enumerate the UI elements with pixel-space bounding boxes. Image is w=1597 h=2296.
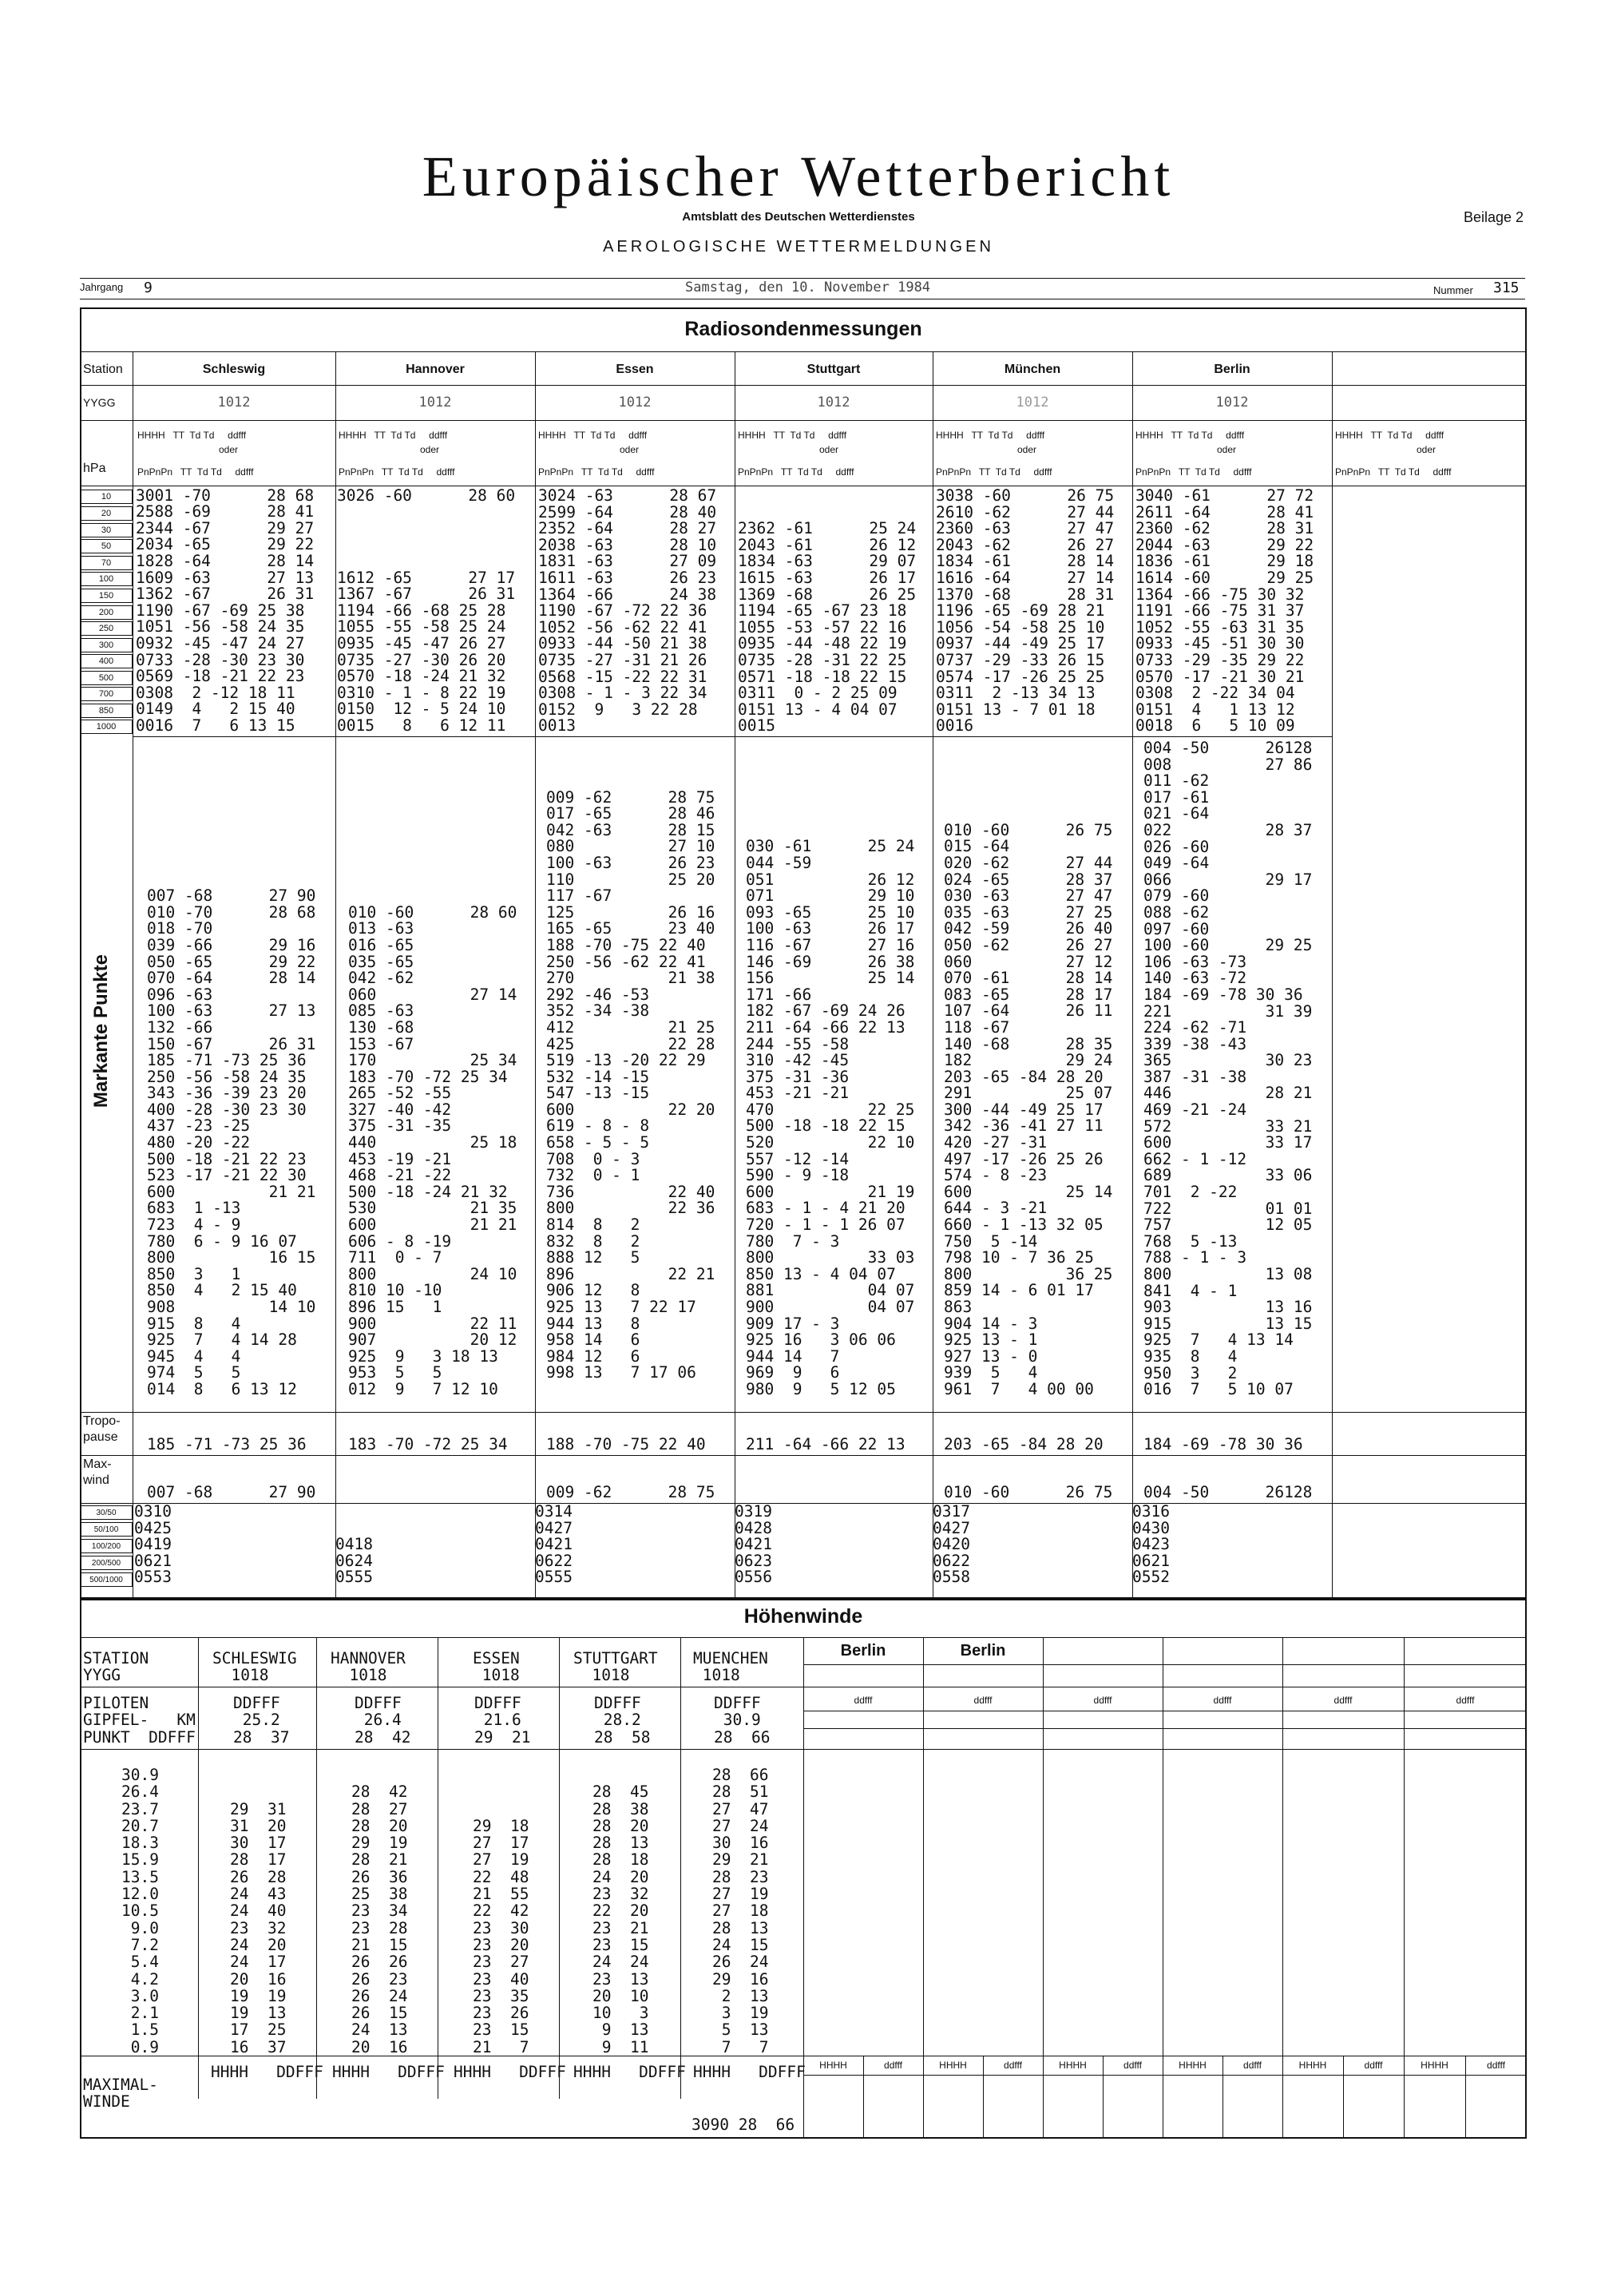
station-label: Station	[83, 363, 123, 376]
main-hannover: 1194 -66 -68 25 28	[337, 601, 506, 620]
hw-piloten-stuttgart: DDFFF 28.2 28 58	[594, 1694, 651, 1747]
main-schleswig: 3001 -70 28 68	[136, 486, 315, 505]
main-schleswig: 1609 -63 27 13	[136, 569, 315, 587]
mark-essen: 009 -62 28 75 017 -65 28 46 042 -63 28 15 080 27 10 100 -63 26 23 110 25 20 117 -67 125 26 16 165 -65 23 40 188 -70 -75 22 40 250 -56 -62 22 41 270 21 38 292 -46 -53 352 -34 -38 412 21 25 425 22 28 519 -13 -20 22 29 532 -14 -15 547 -13 -15 600 22 20 619 - 8 - 8 658 - 5 - 5 708 0 - 3 732 0 - 1 736 22 40 800 22 36 814 8 2 832 8 2 888 12 5 896 22 21 906 12 8 925 13 7 22 17 944 13 8 958 14 6 984 12 6 998 13 7 17 06	[546, 787, 715, 1382]
hw-piloten-schleswig: DDFFF 25.2 28 37	[233, 1694, 290, 1747]
rule	[198, 1637, 199, 2099]
hw-ddfff-label: ddfff	[973, 1695, 993, 1706]
rule	[1343, 2056, 1344, 2139]
hw-station-hannover: HANNOVER 1018	[331, 1649, 406, 1685]
tropopause-label: Tropo- pause	[83, 1414, 121, 1444]
rule	[559, 1637, 560, 2099]
markante-punkte-label	[89, 954, 113, 1113]
hw-max-head-muenchen: HHHH DDFFF	[693, 2063, 806, 2081]
hw-col-stuttgart: 28 45 28 38 28 20 28 13 28 18 24 20 23 32 22 20 23 21 23 15 24 24 23 13 20 10 10 3 9 13 9 11	[592, 1782, 649, 2056]
hw-km-levels: 30.9 26.4 23.7 20.7 18.3 15.9 13.5 12.0 10.5 9.0 7.2 5.4 4.2 3.0 2.1 1.5 0.9	[121, 1766, 159, 2056]
colhead-oder-6: oder	[1217, 444, 1237, 455]
main-hannover: 0150 12 - 5 24 10	[337, 700, 506, 718]
main-berlin: 3040 -61 27 72 2611 -64 28 41 2360 -62 28 31 2044 -63 29 22 1836 -61 29 18 1614 -60 29 25 1364 -66 -75 30 32 1191 -66 -75 31 37 1052 -55 -63 31 35 0933 -45 -51 30 30 0733 -29 -35 29 22 0570 -17 -21 30 21 0308 2 -22 34 04 0151 4 1 13 12 0018 6 5 10 09	[1135, 486, 1314, 736]
rule	[1132, 351, 1133, 1597]
tropo-muenchen: 203 -65 -84 28 20	[944, 1435, 1104, 1453]
nummer-value: 315	[1493, 280, 1520, 296]
hpa-level: 150	[80, 589, 133, 603]
colhead-top-6: HHHH TT Td Td ddfff	[1135, 430, 1245, 441]
main-schleswig: 1190 -67 -69 25 38	[136, 601, 305, 620]
mark-stuttgart: 030 -61 25 24 044 -59 051 26 12 071 29 10 093 -65 25 10 100 -63 26 17 116 -67 27 16 146 -69 26 38 156 25 14 171 -66 182 -67 -69 24 26 211 -64 -66 22 13 244 -55 -58 310 -42 -45 375 -31 -36 453 -21 -21 470 22 25 500 -18 -18 22 15 520 22 10 557 -12 -14 590 - 9 -18 600 21 19 683 - 1 - 4 21 20 720 - 1 - 1 26 07 780 7 - 3 800 33 03 850 13 - 4 04 07 881 04 07 900 04 07 909 17 - 3 925 16 3 06 06 944 14 7 969 9 6 980 9 5 12 05	[746, 837, 915, 1398]
thickness-schleswig: 0310 0425 0419 0621 0553	[134, 1502, 172, 1587]
hw-ddfff-label: ddfff	[1213, 1695, 1232, 1706]
yygg-berlin: 1012	[1215, 395, 1249, 410]
yygg-stuttgart: 1012	[817, 395, 850, 410]
hw-station-stuttgart: STUTTGART 1018	[573, 1649, 658, 1685]
rule	[803, 1664, 1527, 1665]
thickness-essen: 0314 0427 0421 0622 0555	[535, 1502, 573, 1587]
hw-max-hhhh: HHHH	[1298, 2060, 1327, 2071]
main-schleswig: 1362 -67 26 31	[136, 585, 315, 603]
hpa-level: 1000	[80, 720, 133, 734]
colhead-top-1: HHHH TT Td Td ddfff	[137, 430, 247, 441]
main-stuttgart: 2362 -61 25 24 2043 -61 26 12 1834 -63 29 07 1615 -63 26 17 1369 -68 26 25 1194 -65 -67 23 18 1055 -53 -57 22 16 0935 -44 -48 22 19 0735 -28 -31 22 25 0571 -18 -18 22 15 0311 0 - 2 25 09 0151 13 - 4 04 07 0015	[738, 519, 917, 736]
rule	[1103, 2056, 1104, 2139]
colhead-oder-2: oder	[420, 444, 440, 455]
hw-ddfff-label: ddfff	[1093, 1695, 1112, 1706]
maxwind-label: Max- wind	[83, 1457, 112, 1487]
main-schleswig: 2588 -69 28 41	[136, 502, 315, 521]
hw-max-ddfff: ddfff	[1487, 2060, 1505, 2071]
rule	[983, 2056, 984, 2139]
yygg-muenchen: 1012	[1016, 395, 1049, 410]
thickness-level: 30/50	[80, 1505, 133, 1520]
yygg-label: YYGG	[83, 396, 116, 409]
maxwind-berlin: 004 -50 26128	[1143, 1483, 1313, 1501]
colhead-oder-5: oder	[1017, 444, 1037, 455]
main-schleswig: 2344 -67 29 27	[136, 519, 315, 537]
rule	[80, 1455, 1527, 1456]
rule	[1465, 2056, 1466, 2139]
main-hannover: 1055 -55 -58 25 24	[337, 617, 506, 636]
main-hannover: 0935 -45 -47 26 27	[337, 634, 506, 652]
yygg-hannover: 1012	[418, 395, 452, 410]
yygg-essen: 1012	[618, 395, 652, 410]
tropo-schleswig: 185 -71 -73 25 36	[147, 1435, 307, 1453]
hw-max-ddfff: ddfff	[1123, 2060, 1142, 2071]
hw-maximal-label: MAXIMAL- WINDE	[83, 2076, 158, 2112]
colhead-oder-4: oder	[819, 444, 839, 455]
thickness-level: 100/200	[80, 1539, 133, 1553]
station-schleswig: Schleswig	[202, 363, 266, 376]
hw-max-ddfff: ddfff	[1243, 2060, 1262, 2071]
main-hannover: 0015 8 6 12 11	[337, 716, 506, 735]
hw-ddfff-label: ddfff	[854, 1695, 873, 1706]
hpa-level: 70	[80, 556, 133, 570]
section-heading: AEROLOGISCHE WETTERMELDUNGEN	[603, 238, 994, 256]
rule	[80, 420, 1527, 421]
station-berlin: Berlin	[1214, 363, 1250, 376]
rule	[80, 385, 1527, 386]
main-essen: 3024 -63 28 67 2599 -64 28 40 2352 -64 28 27 2038 -63 28 10 1831 -63 27 09 1611 -63 26 23 1364 -66 24 38 1190 -67 -72 22 36 1052 -56 -62 22 41 0933 -44 -50 21 38 0735 -27 -31 21 26 0568 -15 -22 22 31 0308 - 1 - 3 22 34 0152 9 3 22 28 0013	[538, 486, 717, 736]
colhead-bottom-2: PnPnPn TT Td Td ddfff	[339, 466, 455, 478]
page-title: Europäischer Wetterbericht	[422, 145, 1175, 208]
mark-berlin: 004 -50 26128 008 27 86 011 -62 017 -61 021 -64 022 28 37 026 -60 049 -64 066 29 17 079 -60 088 -62 097 -60 100 -60 29 25 106 -63 -73 140 -63 -72 184 -69 -78 30 36 221 31 39 224 -62 -71 339 -38 -43 365 30 23 387 -31 -38 446 28 21 469 -21 -24 572 33 21 600 33 17 662 - 1 -12 689 33 06 701 2 -22 722 01 01 757 12 05 768 5 -13 788 - 1 - 3 800 13 08 841 4 - 1 903 13 16 915 13 15 925 7 4 13 14 935 8 4 950 3 2 016 7 5 10 07	[1143, 739, 1313, 1399]
rule	[80, 351, 1527, 352]
subtitle: Amtsblatt des Deutschen Wetterdienstes	[682, 210, 915, 224]
hw-station-berlin-2: Berlin	[960, 1642, 1006, 1660]
hw-max-hhhh: HHHH	[1179, 2060, 1207, 2071]
main-muenchen: 3038 -60 26 75 2610 -62 27 44 2360 -63 27 47 2043 -62 26 27 1834 -61 28 14 1616 -64 27 14 1370 -68 28 31 1196 -65 -69 28 21 1056 -54 -58 25 10 0937 -44 -49 25 17 0737 -29 -33 26 15 0574 -17 -26 25 25 0311 2 -13 34 13 0151 13 - 7 01 18 0016	[936, 486, 1115, 736]
mark-muenchen: 010 -60 26 75 015 -64 020 -62 27 44 024 -65 28 37 030 -63 27 47 035 -63 27 25 042 -59 26 40 050 -62 26 27 060 27 12 070 -61 28 14 083 -65 28 17 107 -64 26 11 118 -67 140 -68 28 35 182 29 24 203 -65 -84 28 20 291 25 07 300 -44 -49 25 17 342 -36 -41 27 11 420 -27 -31 497 -17 -26 25 26 574 - 8 -23 600 25 14 644 - 3 -21 660 - 1 -13 32 05 750 5 -14 798 10 - 7 36 25 800 36 25 859 14 - 6 01 17 863 904 14 - 3 925 13 - 1 927 13 - 0 939 5 4 961 7 4 00 00	[944, 820, 1113, 1398]
mark-hannover: 010 -60 28 60 013 -63 016 -65 035 -65 042 -62 060 27 14 085 -63 130 -68 153 -67 170 25 34 183 -70 -72 25 34 265 -52 -55 327 -40 -42 375 -31 -35 440 25 18 453 -19 -21 468 -21 -22 500 -18 -24 21 32 530 21 35 600 21 21 606 - 8 -19 711 0 - 7 800 24 10 810 10 -10 896 15 1 900 22 11 907 20 12 925 9 3 18 13 953 5 5 012 9 7 12 10	[348, 902, 517, 1398]
hw-station-label: STATION YYGG	[83, 1649, 149, 1685]
main-schleswig: 0016 7 6 13 15	[136, 716, 295, 735]
rule	[80, 1749, 1527, 1750]
main-hannover: 0735 -27 -30 26 20	[337, 651, 506, 669]
hw-piloten-hannover: DDFFF 26.4 28 42	[355, 1694, 411, 1747]
colhead-bottom-1: PnPnPn TT Td Td ddfff	[137, 466, 254, 478]
hpa-level: 100	[80, 572, 133, 586]
main-hannover: 3026 -60 28 60	[337, 486, 516, 505]
main-schleswig: 1828 -64 28 14	[136, 552, 315, 570]
hw-max-head-essen: HHHH DDFFF	[454, 2063, 566, 2081]
header-rule-top	[80, 278, 1525, 279]
hpa-level: 300	[80, 638, 133, 652]
hw-col-hannover: 28 42 28 27 28 20 29 19 28 21 26 36 25 38 23 34 23 28 21 15 26 26 26 23 26 24 26 15 24 13 20 16	[351, 1782, 408, 2056]
hw-ddfff-label: ddfff	[1456, 1695, 1475, 1706]
main-schleswig: 0932 -45 -47 24 27	[136, 634, 305, 652]
hw-col-essen: 29 18 27 17 27 19 22 48 21 55 22 42 23 30 23 20 23 27 23 40 23 35 23 26 23 15 21 7	[473, 1816, 529, 2056]
hw-station-muenchen: MUENCHEN 1018	[693, 1649, 768, 1685]
hw-ddfff-label: ddfff	[1333, 1695, 1353, 1706]
colhead-top-7: HHHH TT Td Td ddfff	[1335, 430, 1444, 441]
hw-max-head-schleswig: HHHH DDFFF	[211, 2063, 323, 2081]
hw-max-ddfff: ddfff	[1004, 2060, 1022, 2071]
markante-punkte-text: Markante Punkte	[90, 954, 112, 1108]
rule	[803, 2075, 1527, 2076]
rule	[680, 1637, 681, 2099]
rule	[803, 1728, 1527, 1729]
colhead-oder-7: oder	[1417, 444, 1437, 455]
colhead-bottom-4: PnPnPn TT Td Td ddfff	[738, 466, 854, 478]
maxwind-essen: 009 -62 28 75	[546, 1483, 715, 1501]
radiosonden-title: Radiosondenmessungen	[684, 318, 922, 340]
thickness-hannover: 0418 0624 0555	[335, 1535, 373, 1587]
hw-max-hhhh: HHHH	[1421, 2060, 1448, 2071]
main-hannover: 1367 -67 26 31	[337, 585, 516, 603]
hpa-level: 700	[80, 687, 133, 701]
hw-max-hhhh: HHHH	[939, 2060, 967, 2071]
main-schleswig: 0733 -28 -30 23 30	[136, 651, 305, 669]
hw-piloten-muenchen: DDFFF 30.9 28 66	[714, 1694, 771, 1747]
rule	[1332, 351, 1333, 1597]
main-schleswig: 0569 -18 -21 22 23	[136, 667, 305, 685]
hw-station-essen: ESSEN 1018	[473, 1649, 520, 1685]
jahrgang-value: 9	[144, 280, 153, 296]
station-muenchen: München	[1004, 363, 1061, 376]
hpa-level: 500	[80, 671, 133, 685]
main-hannover: 0310 - 1 - 8 22 19	[337, 684, 506, 702]
hw-max-muenchen: 3090 28 66	[692, 2116, 795, 2134]
hpa-level: 200	[80, 605, 133, 620]
colhead-oder-1: oder	[219, 444, 239, 455]
main-schleswig: 0308 2 -12 18 11	[136, 684, 295, 702]
mark-schleswig: 007 -68 27 90 010 -70 28 68 018 -70 039 -66 29 16 050 -65 29 22 070 -64 28 14 096 -63 100 -63 27 13 132 -66 150 -67 26 31 185 -71 -73 25 36 250 -56 -58 24 35 343 -36 -39 23 20 400 -28 -30 23 30 437 -23 -25 480 -20 -22 500 -18 -21 22 23 523 -17 -21 22 30 600 21 21 683 1 -13 723 4 - 9 780 6 - 9 16 07 800 16 15 850 3 1 850 4 2 15 40 908 14 10 915 8 4 925 7 4 14 28 945 4 4 974 5 5 014 8 6 13 12	[147, 886, 316, 1398]
thickness-level: 50/100	[80, 1522, 133, 1537]
hpa-label: hPa	[83, 462, 106, 475]
rule	[335, 351, 336, 1597]
hpa-level: 400	[80, 654, 133, 668]
rule	[133, 736, 1332, 737]
hw-max-hhhh: HHHH	[819, 2060, 847, 2071]
maxwind-schleswig: 007 -68 27 90	[147, 1483, 316, 1501]
hpa-level: 50	[80, 539, 133, 553]
hpa-level: 10	[80, 490, 133, 504]
hpa-level: 850	[80, 704, 133, 718]
rule	[316, 1637, 317, 2099]
hw-max-ddfff: ddfff	[884, 2060, 902, 2071]
station-stuttgart: Stuttgart	[806, 363, 861, 376]
colhead-top-5: HHHH TT Td Td ddfff	[936, 430, 1045, 441]
hpa-level: 30	[80, 523, 133, 537]
station-essen: Essen	[616, 363, 654, 376]
colhead-bottom-3: PnPnPn TT Td Td ddfff	[538, 466, 655, 478]
colhead-oder-3: oder	[620, 444, 640, 455]
beilage-label: Beilage 2	[1463, 209, 1524, 225]
station-hannover: Hannover	[406, 363, 465, 376]
rule	[80, 1412, 1527, 1413]
tropo-berlin: 184 -69 -78 30 36	[1143, 1435, 1303, 1453]
main-schleswig: 0149 4 2 15 40	[136, 700, 295, 718]
main-hannover: 0570 -18 -24 21 32	[337, 667, 506, 685]
rule	[80, 1503, 1527, 1504]
hw-piloten-label: PILOTEN GIPFEL- KM PUNKT DDFFF	[83, 1694, 196, 1747]
rule	[535, 351, 536, 1597]
colhead-bottom-6: PnPnPn TT Td Td ddfff	[1135, 466, 1252, 478]
main-hannover: 1612 -65 27 17	[337, 569, 516, 587]
hw-max-head-hannover: HHHH DDFFF	[332, 2063, 445, 2081]
thickness-muenchen: 0317 0427 0420 0622 0558	[933, 1502, 970, 1587]
thickness-berlin: 0316 0430 0423 0621 0552	[1132, 1502, 1170, 1587]
hpa-level: 20	[80, 506, 133, 521]
hpa-level: 250	[80, 621, 133, 636]
thickness-level: 200/500	[80, 1556, 133, 1570]
maxwind-muenchen: 010 -60 26 75	[944, 1483, 1113, 1501]
tropo-hannover: 183 -70 -72 25 34	[348, 1435, 508, 1453]
main-schleswig: 1051 -56 -58 24 35	[136, 617, 305, 636]
hw-piloten-essen: DDFFF 21.6 29 21	[474, 1694, 531, 1747]
thickness-stuttgart: 0319 0428 0421 0623 0556	[735, 1502, 772, 1587]
issue-date: Samstag, den 10. November 1984	[685, 280, 931, 295]
colhead-top-3: HHHH TT Td Td ddfff	[538, 430, 648, 441]
rule	[863, 2056, 864, 2139]
jahrgang-label: Jahrgang	[80, 281, 124, 293]
hw-col-muenchen: 28 66 28 51 27 47 27 24 30 16 29 21 28 23 27 19 27 18 28 13 24 15 26 24 29 16 2 13 3 19 5 13 7 7	[712, 1766, 769, 2056]
yygg-schleswig: 1012	[217, 395, 251, 410]
hw-station-schleswig: SCHLESWIG 1018	[212, 1649, 297, 1685]
nummer-label: Nummer	[1433, 284, 1473, 296]
hw-max-head-stuttgart: HHHH DDFFF	[573, 2063, 686, 2081]
colhead-bottom-7: PnPnPn TT Td Td ddfff	[1335, 466, 1452, 478]
thickness-level: 500/1000	[80, 1572, 133, 1587]
hw-max-hhhh: HHHH	[1059, 2060, 1087, 2071]
tropo-stuttgart: 211 -64 -66 22 13	[746, 1435, 905, 1453]
hw-max-ddfff: ddfff	[1364, 2060, 1383, 2071]
hw-col-schleswig: 29 31 31 20 30 17 28 17 26 28 24 43 24 40 23 32 24 20 24 17 20 16 19 19 19 13 17 25 16 37	[230, 1799, 287, 2056]
hoehenwinde-title: Höhenwinde	[743, 1605, 863, 1628]
colhead-top-4: HHHH TT Td Td ddfff	[738, 430, 847, 441]
colhead-bottom-5: PnPnPn TT Td Td ddfff	[936, 466, 1052, 478]
hw-station-berlin-1: Berlin	[840, 1642, 886, 1660]
tropo-essen: 188 -70 -75 22 40	[546, 1435, 706, 1453]
colhead-top-2: HHHH TT Td Td ddfff	[339, 430, 448, 441]
main-schleswig: 2034 -65 29 22	[136, 535, 315, 553]
